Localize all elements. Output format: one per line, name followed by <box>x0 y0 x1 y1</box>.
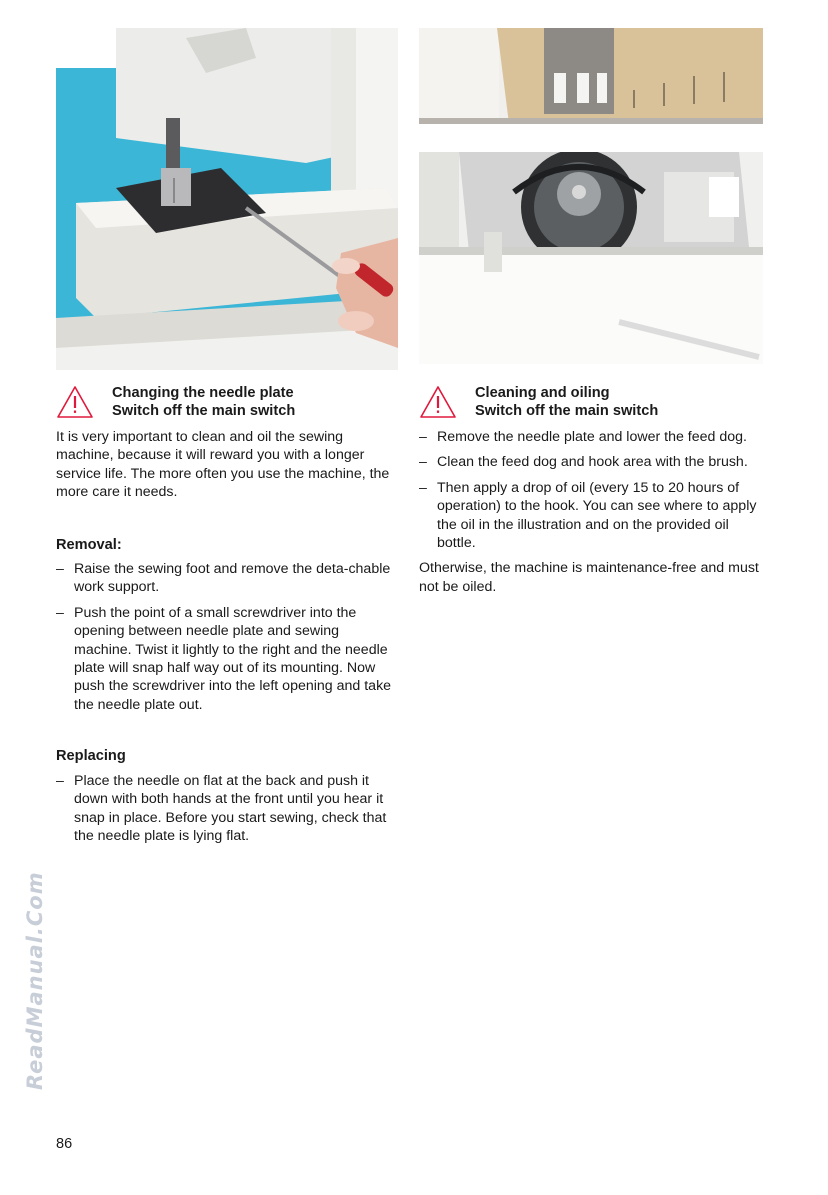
replacing-title: Replacing <box>56 748 126 765</box>
needle-plate-heading <box>56 384 398 420</box>
heading-title: Cleaning and oiling <box>475 385 610 401</box>
warning-triangle-icon <box>419 385 457 419</box>
removal-list <box>56 560 398 714</box>
replacing-list <box>56 772 398 846</box>
intro-paragraph: It is very important to clean and oil the sewing machine, because it will reward you with a longer service life. The more often you use the machine, the more care it needs. <box>56 429 390 501</box>
left-column <box>56 384 398 852</box>
list-item: – Clean the feed dog and hook area with the brush. <box>419 453 765 471</box>
page-number: 86 <box>56 1136 73 1152</box>
list-item: – Place the needle on flat at the back and push it down with both hands at the front until you hear it snap in place. Before you start sewing, check that the needle plate is lying flat. <box>56 772 398 846</box>
closing-paragraph: Otherwise, the machine is maintenance-free and must not be oiled. <box>419 560 759 595</box>
watermark: ReadManual.Com <box>23 871 47 1090</box>
needle-plate-removal-photo <box>56 28 398 370</box>
removal-title: Removal: <box>56 536 122 553</box>
cleaning-heading <box>419 384 765 420</box>
hook-area-photo <box>419 152 763 364</box>
list-item: – Push the point of a small screwdriver into the opening between needle plate and sewing machine. Twist it lightly to the right and the needle plate will snap half way out of its mounting. Now push the screwdriver into the left opening and take the needle plate out. <box>56 604 398 714</box>
heading-warning: Switch off the main switch <box>112 403 296 419</box>
cleaning-list <box>419 428 765 552</box>
heading-warning: Switch off the main switch <box>475 403 659 419</box>
list-item: – Remove the needle plate and lower the feed dog. <box>419 428 765 446</box>
feed-dog-photo <box>419 28 763 124</box>
right-column <box>419 384 765 604</box>
list-item: – Then apply a drop of oil (every 15 to 20 hours of operation) to the hook. You can see where to apply the oil in the illustration and on the provided oil bottle. <box>419 479 765 553</box>
heading-title: Changing the needle plate <box>112 385 294 401</box>
list-item: – Raise the sewing foot and remove the deta-chable work support. <box>56 560 398 597</box>
warning-triangle-icon <box>56 385 94 419</box>
